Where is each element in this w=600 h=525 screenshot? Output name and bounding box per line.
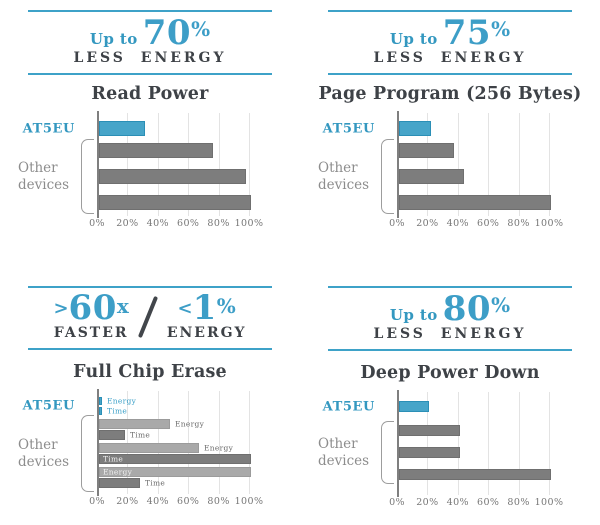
bar-chart-full-chip-erase <box>0 391 300 519</box>
bar-value-label: Energy <box>204 443 234 453</box>
stat-badge <box>328 10 572 75</box>
badge-value: 80 <box>442 289 492 329</box>
group-label-other-devices: Other devices <box>18 436 70 470</box>
x-tick-label: 20% <box>116 218 139 230</box>
bar-other <box>399 143 454 158</box>
slash-divider-icon <box>138 295 158 337</box>
bar-value-label: Time <box>130 430 151 440</box>
badge-prefix: > <box>53 298 69 319</box>
series-label-at5eu: AT5EU <box>22 121 75 137</box>
bar-other <box>99 195 251 210</box>
x-tick-label: 80% <box>507 497 530 509</box>
stat-badge <box>328 286 572 351</box>
bar-at5eu-energy <box>99 397 102 405</box>
x-tick-label: 20% <box>416 497 439 509</box>
badge-headline <box>28 13 272 53</box>
x-tick-label: 40% <box>146 496 169 508</box>
badge-prefix: Up to <box>389 30 438 48</box>
badge-subline: ENERGY <box>166 325 247 342</box>
bar-other <box>399 425 460 436</box>
series-label-at5eu: AT5EU <box>322 399 375 415</box>
badge-value: 60 <box>68 288 117 328</box>
bar-other-energy <box>99 419 170 429</box>
badge-suffix: % <box>191 17 211 41</box>
group-bracket <box>81 139 94 214</box>
x-tick-label: 20% <box>416 218 439 230</box>
badge-suffix: % <box>216 294 236 318</box>
panel-read-power <box>0 0 300 262</box>
bar-value-label: Energy <box>175 419 205 429</box>
gridline <box>219 391 220 494</box>
chart-title: Full Chip Erase <box>73 362 227 383</box>
chart-title: Page Program (256 Bytes) <box>318 84 582 105</box>
bar-other <box>399 169 464 184</box>
x-tick-label: 0% <box>89 218 105 230</box>
bar-other <box>399 469 551 480</box>
panel-deep-power-down <box>300 262 600 525</box>
bar-other <box>399 447 460 458</box>
x-tick-label: 100% <box>234 496 264 508</box>
group-bracket <box>81 415 94 492</box>
stat-faster <box>53 288 129 342</box>
x-tick-label: 100% <box>534 497 564 509</box>
bar-value-label: Energy <box>107 396 137 406</box>
bar-chart-deep-power-down <box>300 392 600 520</box>
bar-at5eu-time <box>99 407 102 415</box>
bar-value-label: Time <box>145 478 166 488</box>
bar-other <box>99 169 246 184</box>
x-tick-label: 0% <box>89 496 105 508</box>
badge-headline <box>328 13 572 53</box>
badge-subline: FASTER <box>53 325 129 342</box>
stat-badge <box>28 10 272 75</box>
bar-other-time <box>99 478 140 488</box>
badge-subline: LESS ENERGY <box>373 50 527 67</box>
group-label-other-devices: Other devices <box>318 435 370 469</box>
bar-other-time <box>99 430 125 440</box>
bar-at5eu <box>399 401 429 412</box>
bar-chart-page-program <box>300 113 600 241</box>
bar-value-label: Time <box>103 454 124 464</box>
badge-prefix: < <box>177 298 193 319</box>
badge-subline: LESS ENERGY <box>73 50 227 67</box>
bar-at5eu <box>399 121 431 136</box>
group-label-other-devices: Other devices <box>18 159 70 193</box>
x-tick-label: 40% <box>446 218 469 230</box>
x-tick-label: 100% <box>534 218 564 230</box>
badge-prefix: Up to <box>389 306 438 324</box>
x-tick-label: 60% <box>477 218 500 230</box>
x-tick-label: 80% <box>207 496 230 508</box>
badge-headline <box>167 288 247 328</box>
gridline <box>249 391 250 494</box>
x-tick-label: 0% <box>389 497 405 509</box>
badge-suffix: % <box>491 293 511 317</box>
chart-title: Read Power <box>91 84 209 105</box>
badge-headline <box>328 289 572 329</box>
badge-prefix: Up to <box>89 30 138 48</box>
x-tick-label: 60% <box>477 497 500 509</box>
series-label-at5eu: AT5EU <box>322 121 375 137</box>
x-tick-label: 40% <box>446 497 469 509</box>
bar-value-label: Energy <box>103 467 133 477</box>
stat-badge <box>28 286 272 350</box>
group-label-other-devices: Other devices <box>318 159 370 193</box>
x-tick-label: 60% <box>177 218 200 230</box>
x-tick-label: 100% <box>234 218 264 230</box>
badge-subline: LESS ENERGY <box>373 326 527 343</box>
bar-other <box>99 143 213 158</box>
group-bracket <box>381 139 394 214</box>
badge-value: 1 <box>192 288 217 328</box>
badge-value: 75 <box>442 13 492 53</box>
x-tick-label: 60% <box>177 496 200 508</box>
bar-at5eu <box>99 121 145 136</box>
badge-headline <box>53 288 129 328</box>
bar-other <box>399 195 551 210</box>
bar-chart-read-power <box>0 113 300 241</box>
group-bracket <box>381 421 394 484</box>
panel-full-chip-erase <box>0 262 300 525</box>
x-tick-label: 0% <box>389 218 405 230</box>
x-tick-label: 20% <box>116 496 139 508</box>
chart-title: Deep Power Down <box>360 363 540 384</box>
x-tick-label: 80% <box>207 218 230 230</box>
x-tick-label: 80% <box>507 218 530 230</box>
bar-other-energy <box>99 443 199 453</box>
badge-suffix: % <box>491 17 511 41</box>
badge-value: 70 <box>142 13 192 53</box>
panel-page-program <box>300 0 600 262</box>
x-tick-label: 40% <box>146 218 169 230</box>
bar-value-label: Time <box>107 406 128 416</box>
series-label-at5eu: AT5EU <box>22 398 75 414</box>
stat-energy <box>166 288 247 342</box>
badge-suffix: x <box>116 294 129 318</box>
